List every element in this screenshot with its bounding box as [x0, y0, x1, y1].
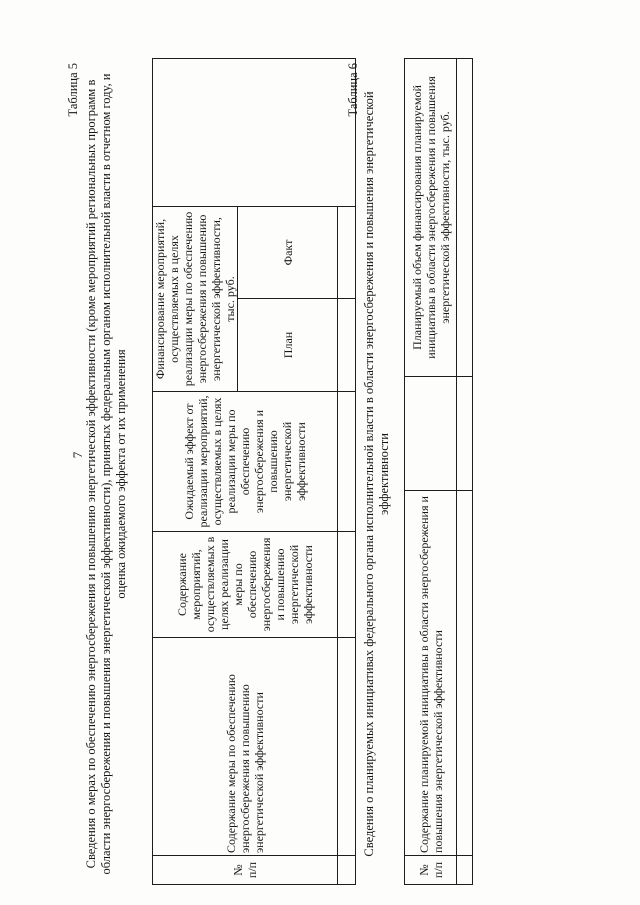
table-cell [338, 532, 356, 638]
table6-header-volume: Планируемый объем финансирования планируемой инициативы в области энергосбережения и повышения энергетической эффективности, тыс. руб. [405, 59, 457, 377]
page-number: 7 [70, 451, 85, 459]
table-cell [457, 59, 473, 377]
table5-header-effect: Ожидаемый эффект от реализации мероприятий, осуществляемых в целях реализации меры по обеспечению энергосбережения и повышению энергетической эффективности [153, 392, 338, 532]
table6-caption: Таблица 6 [346, 63, 360, 117]
table5-header-financing: Финансирование мероприятий, осуществляемых в целях реализации меры по обеспечению энергосбережения и повышению энергетической эффективности, тыс. руб. [153, 207, 238, 392]
table6-title: Сведения о планируемых инициативах федерального органа исполнительной власти в области энергосбережения и повышения энергетической эффективности [362, 91, 391, 857]
table6-header-content: Содержание планируемой инициативы в области энергосбережения и повышения энергетической эффективности [405, 491, 457, 856]
table-cell [338, 638, 356, 856]
table5-header-row [153, 59, 238, 885]
table5-title: Сведения о мерах по обеспечению энергосбережения и повышению энергетической эффективности (кроме мероприятий региональных программ в области энергосбережения и повышения энергетической эффективности), принятых федеральным органом исполнительной власти в отчетном году, и оценка ожидаемого эффекта от их применения [84, 73, 128, 875]
table-cell [457, 377, 473, 491]
table5-caption: Таблица 5 [66, 63, 80, 117]
table6-empty-row [457, 59, 473, 885]
table5-blank-cell [153, 59, 356, 207]
table-cell [338, 856, 356, 885]
table5-header-plan: План [238, 299, 338, 392]
table6-header-row [405, 59, 457, 885]
table5 [152, 58, 356, 885]
table-cell [338, 392, 356, 532]
table-cell [457, 856, 473, 885]
table-cell [457, 491, 473, 856]
table6-blank-cell [405, 377, 457, 491]
rotated-content [64, 53, 584, 893]
table5-header-activities: Содержание мероприятий, осуществляемых в целях реализации меры по обеспечению энергосбережения и повышению энергетической эффективности [153, 532, 338, 638]
table6 [404, 58, 473, 885]
table-cell [338, 299, 356, 392]
table5-header-fact: Факт [238, 207, 338, 299]
table6-header-num: № п/п [405, 856, 457, 885]
table5-header-num: № п/п [153, 856, 338, 885]
table5-header-measure: Содержание меры по обеспечению энергосбережения и повышению энергетической эффективности [153, 638, 338, 856]
